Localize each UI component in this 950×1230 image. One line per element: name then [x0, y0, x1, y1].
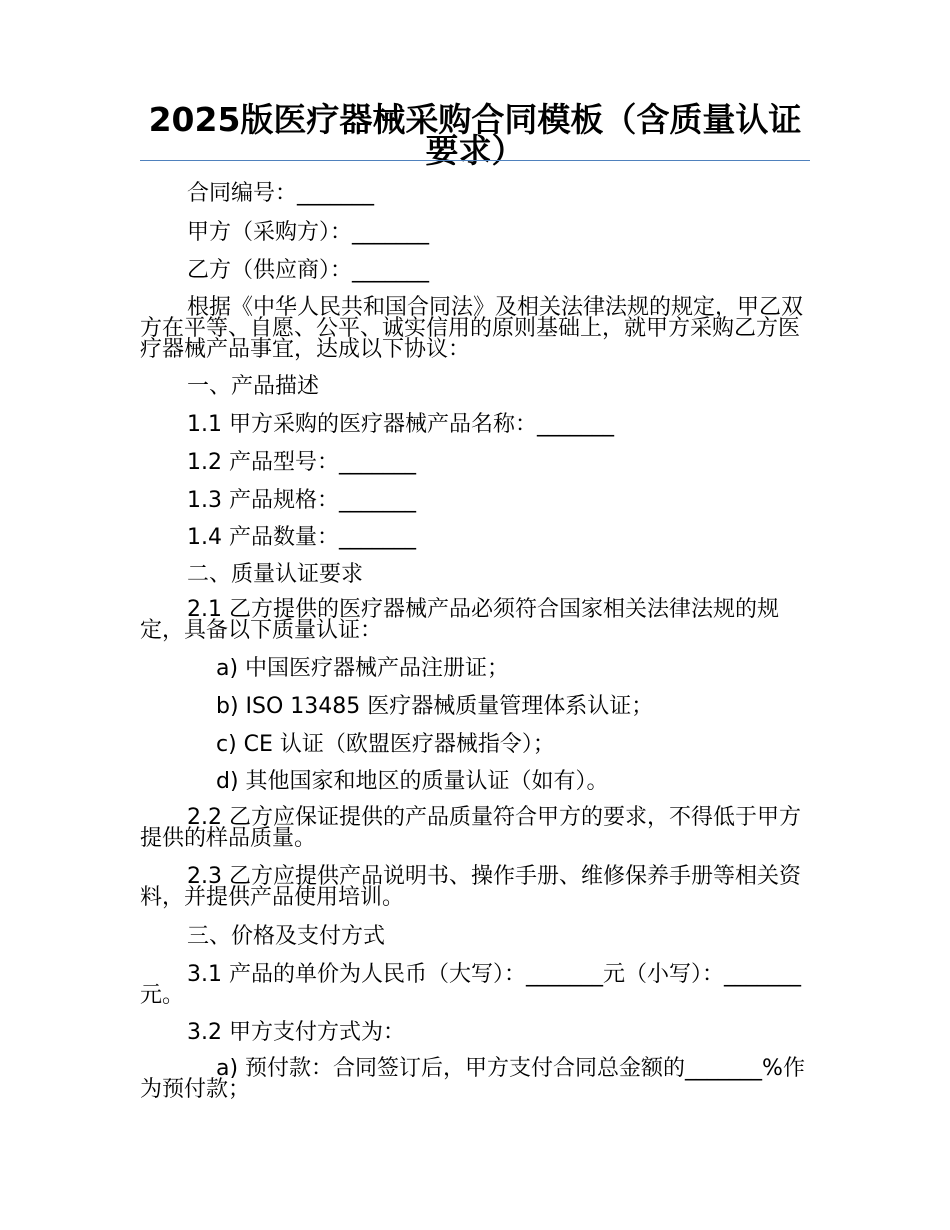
clause-2-2: 2.2 乙方应保证提供的产品质量符合甲方的要求，不得低于甲方提供的样品质量。	[140, 805, 801, 851]
clause-2-1-b: b) ISO 13485 医疗器械质量管理体系认证；	[216, 694, 654, 719]
party-a-line: 甲方（采购方）：_______	[187, 220, 430, 245]
clause-1-3: 1.3 产品规格：_______	[187, 488, 416, 513]
clause-2-1-c: c) CE 认证（欧盟医疗器械指令）；	[216, 732, 555, 757]
title-underline	[140, 160, 810, 161]
clause-3-2: 3.2 甲方支付方式为：	[187, 1020, 405, 1045]
section-1-heading: 一、产品描述	[187, 374, 320, 399]
clause-1-4: 1.4 产品数量：_______	[187, 525, 416, 550]
party-b-line: 乙方（供应商）：_______	[187, 258, 430, 283]
clause-2-3: 2.3 乙方应提供产品说明书、操作手册、维修保养手册等相关资料，并提供产品使用培训。	[140, 864, 801, 910]
clause-2-1-d: d) 其他国家和地区的质量认证（如有）。	[216, 769, 609, 794]
clause-3-1: 3.1 产品的单价为人民币（大写）：_______元（小写）：_______元。	[140, 962, 801, 1008]
document-title: 2025版医疗器械采购合同模板（含质量认证要求）	[148, 100, 802, 170]
section-2-heading: 二、质量认证要求	[187, 562, 364, 587]
section-3-heading: 三、价格及支付方式	[187, 924, 386, 949]
clause-2-1: 2.1 乙方提供的医疗器械产品必须符合国家相关法律法规的规定，具备以下质量认证：	[140, 597, 779, 643]
clause-1-1: 1.1 甲方采购的医疗器械产品名称：_______	[187, 412, 614, 437]
preamble-paragraph: 根据《中华人民共和国合同法》及相关法律法规的规定，甲乙双方在平等、自愿、公平、诚实信用的原则基础上，就甲方采购乙方医疗器械产品事宜，达成以下协议：	[140, 295, 804, 362]
contract-number-line: 合同编号：_______	[187, 181, 375, 206]
clause-2-1-a: a) 中国医疗器械产品注册证；	[216, 656, 510, 681]
clause-1-2: 1.2 产品型号：_______	[187, 450, 416, 475]
clause-3-2-a: a) 预付款：合同签订后，甲方支付合同总金额的_______%作为预付款；	[140, 1056, 805, 1102]
